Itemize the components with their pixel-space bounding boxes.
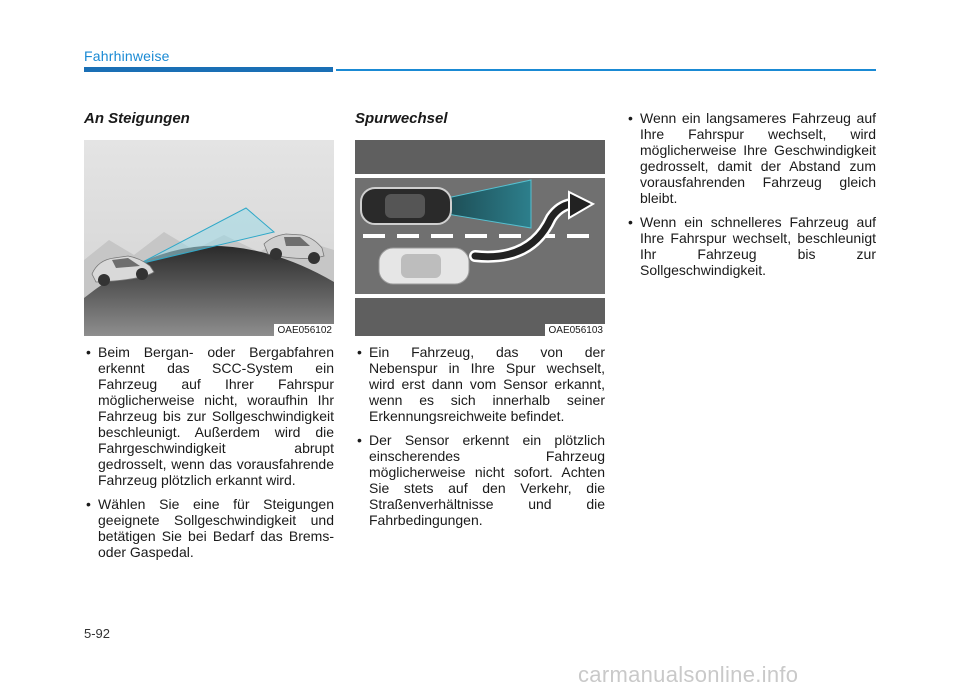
page-number: 5-92 bbox=[84, 626, 111, 641]
own-car-icon bbox=[361, 188, 451, 224]
heading-slopes: An Steigungen bbox=[84, 110, 190, 127]
figure-slopes bbox=[84, 140, 334, 336]
bullet-list bbox=[626, 110, 876, 278]
lane-line-bottom bbox=[355, 294, 605, 298]
list-item: • Ein Fahrzeug, das von der Nebenspur in Ihre Spur wechselt, wird erst dann vom Sensor erkannt, wenn es sich innerhalb seiner Erkennungsreichweite befindet. bbox=[355, 344, 605, 424]
list-item: • Wenn ein schnelleres Fahrzeug auf Ihre Fahrspur wechselt, beschleunigt Ihr Fahrzeug bis zur Sollgeschwindigkeit. bbox=[626, 214, 876, 278]
column-slopes bbox=[84, 110, 334, 568]
road-shoulder-top bbox=[355, 140, 605, 174]
lane-line-top bbox=[355, 174, 605, 178]
lane-change-illustration bbox=[355, 140, 605, 336]
list-item: • Wenn ein langsameres Fahrzeug auf Ihre Fahrspur wechselt, wird möglicherweise Ihre Geschwindigkeit gedrosselt, damit der Abstand zum vorausfahrenden Fahrzeug gleich bleibt. bbox=[626, 110, 876, 206]
header-rule-dark bbox=[84, 67, 333, 72]
header-rule-light bbox=[336, 69, 876, 71]
hill-illustration bbox=[84, 140, 334, 336]
heading-lane-change: Spurwechsel bbox=[355, 110, 448, 127]
other-car-icon bbox=[379, 248, 469, 284]
column-lane-change-continued bbox=[626, 110, 876, 286]
bullet-list bbox=[84, 344, 334, 560]
figure-code: OAE056103 bbox=[545, 324, 606, 336]
watermark: carmanualsonline.info bbox=[578, 662, 799, 687]
figure-lane-change bbox=[355, 140, 605, 336]
bullet-list bbox=[355, 344, 605, 528]
list-item: • Der Sensor erkennt ein plötzlich einscherendes Fahrzeug möglicherweise nicht sofort. Achten Sie stets auf den Verkehr, die Straßenverhältnisse und die Fahrbedingungen. bbox=[355, 432, 605, 528]
list-item: • Wählen Sie eine für Steigungen geeignete Sollgeschwindigkeit und betätigen Sie bei Bedarf das Brems- oder Gaspedal. bbox=[84, 496, 334, 560]
section-label: Fahrhinweise bbox=[84, 48, 170, 64]
column-lane-change bbox=[355, 110, 605, 536]
list-item: • Beim Bergan- oder Bergabfahren erkennt das SCC-System ein Fahrzeug auf Ihrer Fahrspur möglicherweise nicht, woraufhin Ihr Fahrzeug bis zur Sollgeschwindigkeit beschleunigt. Außerdem wird die Fahrgeschwindigkeit abrupt gedrosselt, wenn das vorausfahrende Fahrzeug plötzlich erkannt wird. bbox=[84, 344, 334, 488]
figure-code: OAE056102 bbox=[274, 324, 335, 336]
